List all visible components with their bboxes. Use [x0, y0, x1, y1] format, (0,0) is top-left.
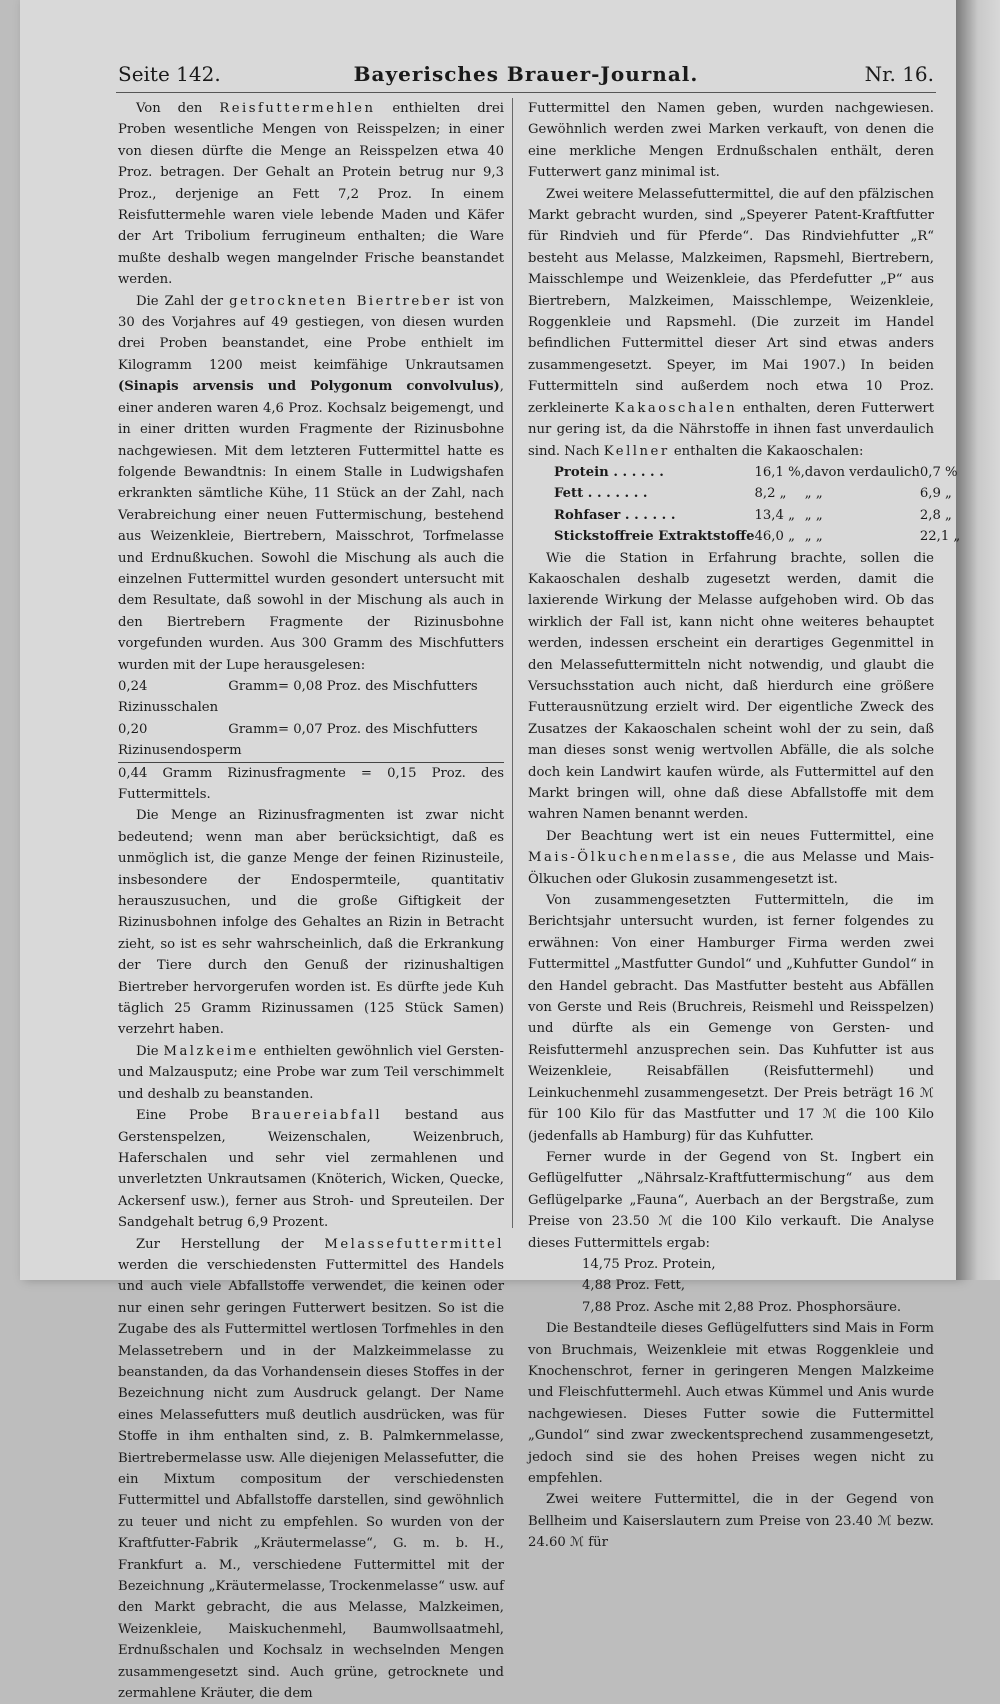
- fragment-total: 0,44 Gramm Rizinusfragmente = 0,15 Proz. des Futtermittels.: [118, 762, 504, 806]
- analysis-line: 14,75 Proz. Protein,: [582, 1256, 716, 1272]
- paragraph-reisfuttermehl: Von den Reisfuttermehlen enthielten drei Proben wesentliche Mengen von Reisspelzen; in einer von diesen dürfte die Menge an Reisspelzen etwa 40 Proz. betragen. Der Gehalt an Protein betrug nur 9,3 Proz., derjenige an Fett 7,2 Proz. In einem Reisfuttermehle waren viele lebende Maden und Käfer der Art Tribolium ferrugineum enthalten; die Ware mußte deshalb wegen mangelnder Frische beanstandet werden.: [118, 101, 504, 288]
- paragraph-bestandteile: Die Bestandteile dieses Geflügelfutters sind Mais in Form von Bruchmais, Weizenkleie mit etwas Roggenkleie und Knochenschrot, ferner in geringeren Mengen Malzkeime und Fleischfuttermehl. Auch etwas Kümmel und Anis wurde nachgewiesen. Dieses Futter sowie die Futtermittel „Gundol“ sind zwar zweckentsprechend zusammengesetzt, jedoch sind sie des hohen Preises wegen nicht zu empfehlen.: [528, 1321, 934, 1486]
- fragment-row: 0,24 Gramm Rizinusschalen = 0,08 Proz. des Mischfutters: [118, 678, 478, 716]
- table-row: Stickstoffreie Extraktstoffe 46,0 „ „ „ 22,1 „: [554, 529, 961, 545]
- analysis-line: 4,88 Proz. Fett,: [582, 1278, 686, 1294]
- issue-number: Nr. 16.: [864, 62, 934, 86]
- left-column: [118, 98, 505, 1702]
- paragraph-bellheim: Zwei weitere Futtermittel, die in der Gegend von Bellheim und Kaiserslautern zum Preise von 23.40 ℳ bezw. 24.60 ℳ für: [528, 1492, 934, 1551]
- table-row: Fett . . . . . . . 8,2 „ „ „ 6,9 „: [554, 486, 952, 502]
- page-header: [118, 62, 934, 92]
- paragraph-brauereiabfall: Eine Probe Brauereiabfall bestand aus Gerstenspelzen, Weizenschalen, Weizenbruch, Haferschalen und sehr viel zermahlenen und unverletzten Unkrautsamen (Knöterich, Wicken, Quecke, Ackersenf usw.), ferner aus Stroh- und Spreuteilen. Der Sandgehalt betrug 6,9 Prozent.: [118, 1108, 505, 1231]
- column-divider: [512, 98, 513, 1228]
- page-number: Seite 142.: [118, 62, 221, 86]
- paragraph-kakaoschalen: Wie die Station in Erfahrung brachte, sollen die Kakaoschalen deshalb zugesetzt werden, damit die laxierende Wirkung der Melasse aufgehoben wird. Ob das wirklich der Fall ist, kann nicht ohne weiteres behauptet werden, indessen erscheint ein derartiges Gegenmittel in den Melassefuttermitteln nicht notwendig, und glaubt die Versuchsstation auch nicht, daß hierdurch eine größere Futterausnützung erzielt wird. Der eigentliche Zweck des Zusatzes der Kakaoschalen scheint wohl der zu sein, daß man dieses sonst wenig wertvollen Abfälle, die als solche doch kein Landwirt kaufen würde, als Futtermittel auf den Markt bringen will, ohne daß diese Abfallstoffe mit dem wahren Namen benannt werden.: [528, 550, 934, 823]
- right-column: [528, 98, 961, 1551]
- paragraph-gefluegelfutter: Ferner wurde in der Gegend von St. Ingbert ein Geflügelfutter „Nährsalz-Kraftfuttermischung“ aus dem Geflügelparke „Fauna“, Auerbach an der Bergstraße, zum Preise von 23.50 ℳ die 100 Kilo verkauft. Die Analyse dieses Futtermittels ergab:: [528, 1149, 934, 1251]
- header-rule: [116, 92, 936, 93]
- table-row: Rohfaser . . . . . . 13,4 „ „ „ 2,8 „: [554, 507, 952, 523]
- paragraph-gundol: Von zusammengesetzten Futtermitteln, die im Berichtsjahr untersucht wurden, ist ferner folgendes zu erwähnen: Von einer Hamburger Firma werden zwei Futtermittel „Mastfutter Gundol“ und „Kuhfutter Gundol“ in den Handel gebracht. Das Mastfutter besteht aus Abfällen von Gerste und Reis (Bruchreis, Reismehl und Reisspelzen) und dürfte als ein Gemenge von Gersten- und Reisfuttermehl anzusprechen sein. Das Kuhfutter ist aus Weizenkleie, Reisabfällen (Reisfuttermehl) und Leinkuchenmehl zusammengesetzt. Der Preis beträgt 16 ℳ für 100 Kilo für das Mastfutter und 17 ℳ die 100 Kilo (jedenfalls ab Hamburg) für das Kuhfutter.: [528, 893, 934, 1144]
- paragraph-mais-oelkuchen: Der Beachtung wert ist ein neues Futtermittel, eine Mais-Ölkuchenmelasse, die aus Melasse und Mais-Ölkuchen oder Glukosin zusammengesetzt ist.: [528, 828, 934, 887]
- kakaoschalen-analysis-table: [554, 462, 960, 548]
- paragraph-biertreber: Die Zahl der getrockneten Biertreber ist von 30 des Vorjahres auf 49 gestiegen, von diesen wurden drei Proben beanstandet, eine Probe enthielt im Kilogramm 1200 meist keimfähige Unkrautsamen (Sinapis arvensis und Polygonum convolvulus), einer anderen waren 4,6 Proz. Kochsalz beigemengt, und in einer dritten wurden Fragmente der Rizinusbohne nachgewiesen. Mit dem letzteren Futtermittel hatte es folgende Bewandtnis: In einem Stalle in Ludwigshafen erkrankten sämtliche Kühe, 11 Stück an der Zahl, nach Verabreichung einer neuen Futtermischung, bestehend aus Weizenkleie, Biertrebern, Maisschrot, Torfmelasse und Erdnußkuchen. Sowohl die Mischung als auch die einzelnen Futtermittel wurden gesondert untersucht mit dem Resultate, daß sowohl in der Mischung als auch in den Biertrebern Fragmente der Rizinusbohne vorgefunden wurden. Aus 300 Gramm des Mischfutters wurden mit der Lupe herausgelesen:: [118, 293, 504, 673]
- paragraph-continued: Futtermittel den Namen geben, wurden nachgewiesen. Gewöhnlich werden zwei Marken verkauft, von denen die eine merkliche Mengen Erdnußschalen enthält, deren Futterwert ganz minimal ist.: [528, 101, 934, 181]
- journal-title: Bayerisches Brauer-Journal.: [353, 62, 699, 86]
- fragment-row: 0,20 Gramm Rizinusendosperm = 0,07 Proz. des Mischfutters: [118, 721, 478, 759]
- paragraph-malzkeime: Die Malzkeime enthielten gewöhnlich viel Gersten- und Malzausputz; eine Probe war zum Teil verschimmelt und deshalb zu beanstanden.: [118, 1043, 504, 1102]
- paragraph-rizinus: Die Menge an Rizinusfragmenten ist zwar nicht bedeutend; wenn man aber berücksichtigt, daß es unmöglich ist, die ganze Menge der feinen Rizinusteile, insbesondere der Endospermteile, quantitativ herauszusuchen, und die große Giftigkeit der Rizinusbohnen infolge des Gehaltes an Rizin in Betracht zieht, so ist es sehr wahrscheinlich, daß die Erkrankung der Tiere durch den Genuß der rizinushaltigen Biertreber hervorgerufen worden ist. Es dürfte jede Kuh täglich 25 Gramm Rizinussamen (125 Stück Samen) verzehrt haben.: [118, 808, 504, 1038]
- paragraph-speyerer: Zwei weitere Melassefuttermittel, die auf den pfälzischen Markt gebracht wurden, sind „Speyerer Patent-Kraftfutter für Rindvieh und für Pferde“. Das Rindviehfutter „R“ besteht aus Melasse, Malzkeimen, Rapsmehl, Biertrebern, Maisschlempe und Weizenkleie, das Pferdefutter „P“ aus Biertrebern, Malzkeimen, Maisschlempe, Weizenkleie, Roggenkleie und Rapsmehl. (Die zurzeit im Handel befindlichen Futtermittel dieser Art sind etwas anders zusammengesetzt. Speyer, im Mai 1907.) In beiden Futtermitteln sind außerdem noch etwa 10 Proz. zerkleinerte Kakaoschalen enthalten, deren Futterwert nur gering ist, da die Nährstoffe in ihnen fast unverdaulich sind. Nach Kellner enthalten die Kakaoschalen:: [528, 186, 935, 459]
- page-edge-shadow: [956, 0, 1000, 1280]
- paragraph-melassefutter: Zur Herstellung der Melassefuttermittel werden die verschiedensten Futtermittel des Handels und auch viele Abfallstoffe verwendet, die keinen oder nur einen sehr geringen Futterwert besitzen. So ist die Zugabe des als Futtermittel wertlosen Torfmehles in den Melassetrebern und in der Malzkeimmelasse zu beanstanden, da das Vorhandensein dieses Stoffes in der Bezeichnung nicht zum Ausdruck gelangt. Der Name eines Melassefutters muß deutlich ausdrücken, was für Stoffe in ihm enthalten sind, z. B. Palmkernmelasse, Biertrebermelasse usw. Alle diejenigen Melassefutter, die ein Mixtum compositum der verschiedensten Futtermittel und Abfallstoffe darstellen, sind gewöhnlich zu teuer und nicht zu empfehlen. So wurden von der Kraftfutter-Fabrik „Kräutermelasse“, G. m. b. H., Frankfurt a. M., verschiedene Futtermittel mit der Bezeichnung „Kräutermelasse, Trockenmelasse“ usw. auf den Markt gebracht, die aus Melasse, Malzkeimen, Weizenkleie, Maiskuchenmehl, Baumwollsaatmehl, Erdnußschalen und Kochsalz in wechselnden Mengen zusammengesetzt sind. Auch grüne, getrocknete und zermahlene Kräuter, die dem: [118, 1236, 504, 1702]
- analysis-line: 7,88 Proz. Asche mit 2,88 Proz. Phosphorsäure.: [582, 1299, 902, 1315]
- table-row: Protein . . . . . . 16,1 %, davon verdaulich 0,7 %: [554, 464, 958, 480]
